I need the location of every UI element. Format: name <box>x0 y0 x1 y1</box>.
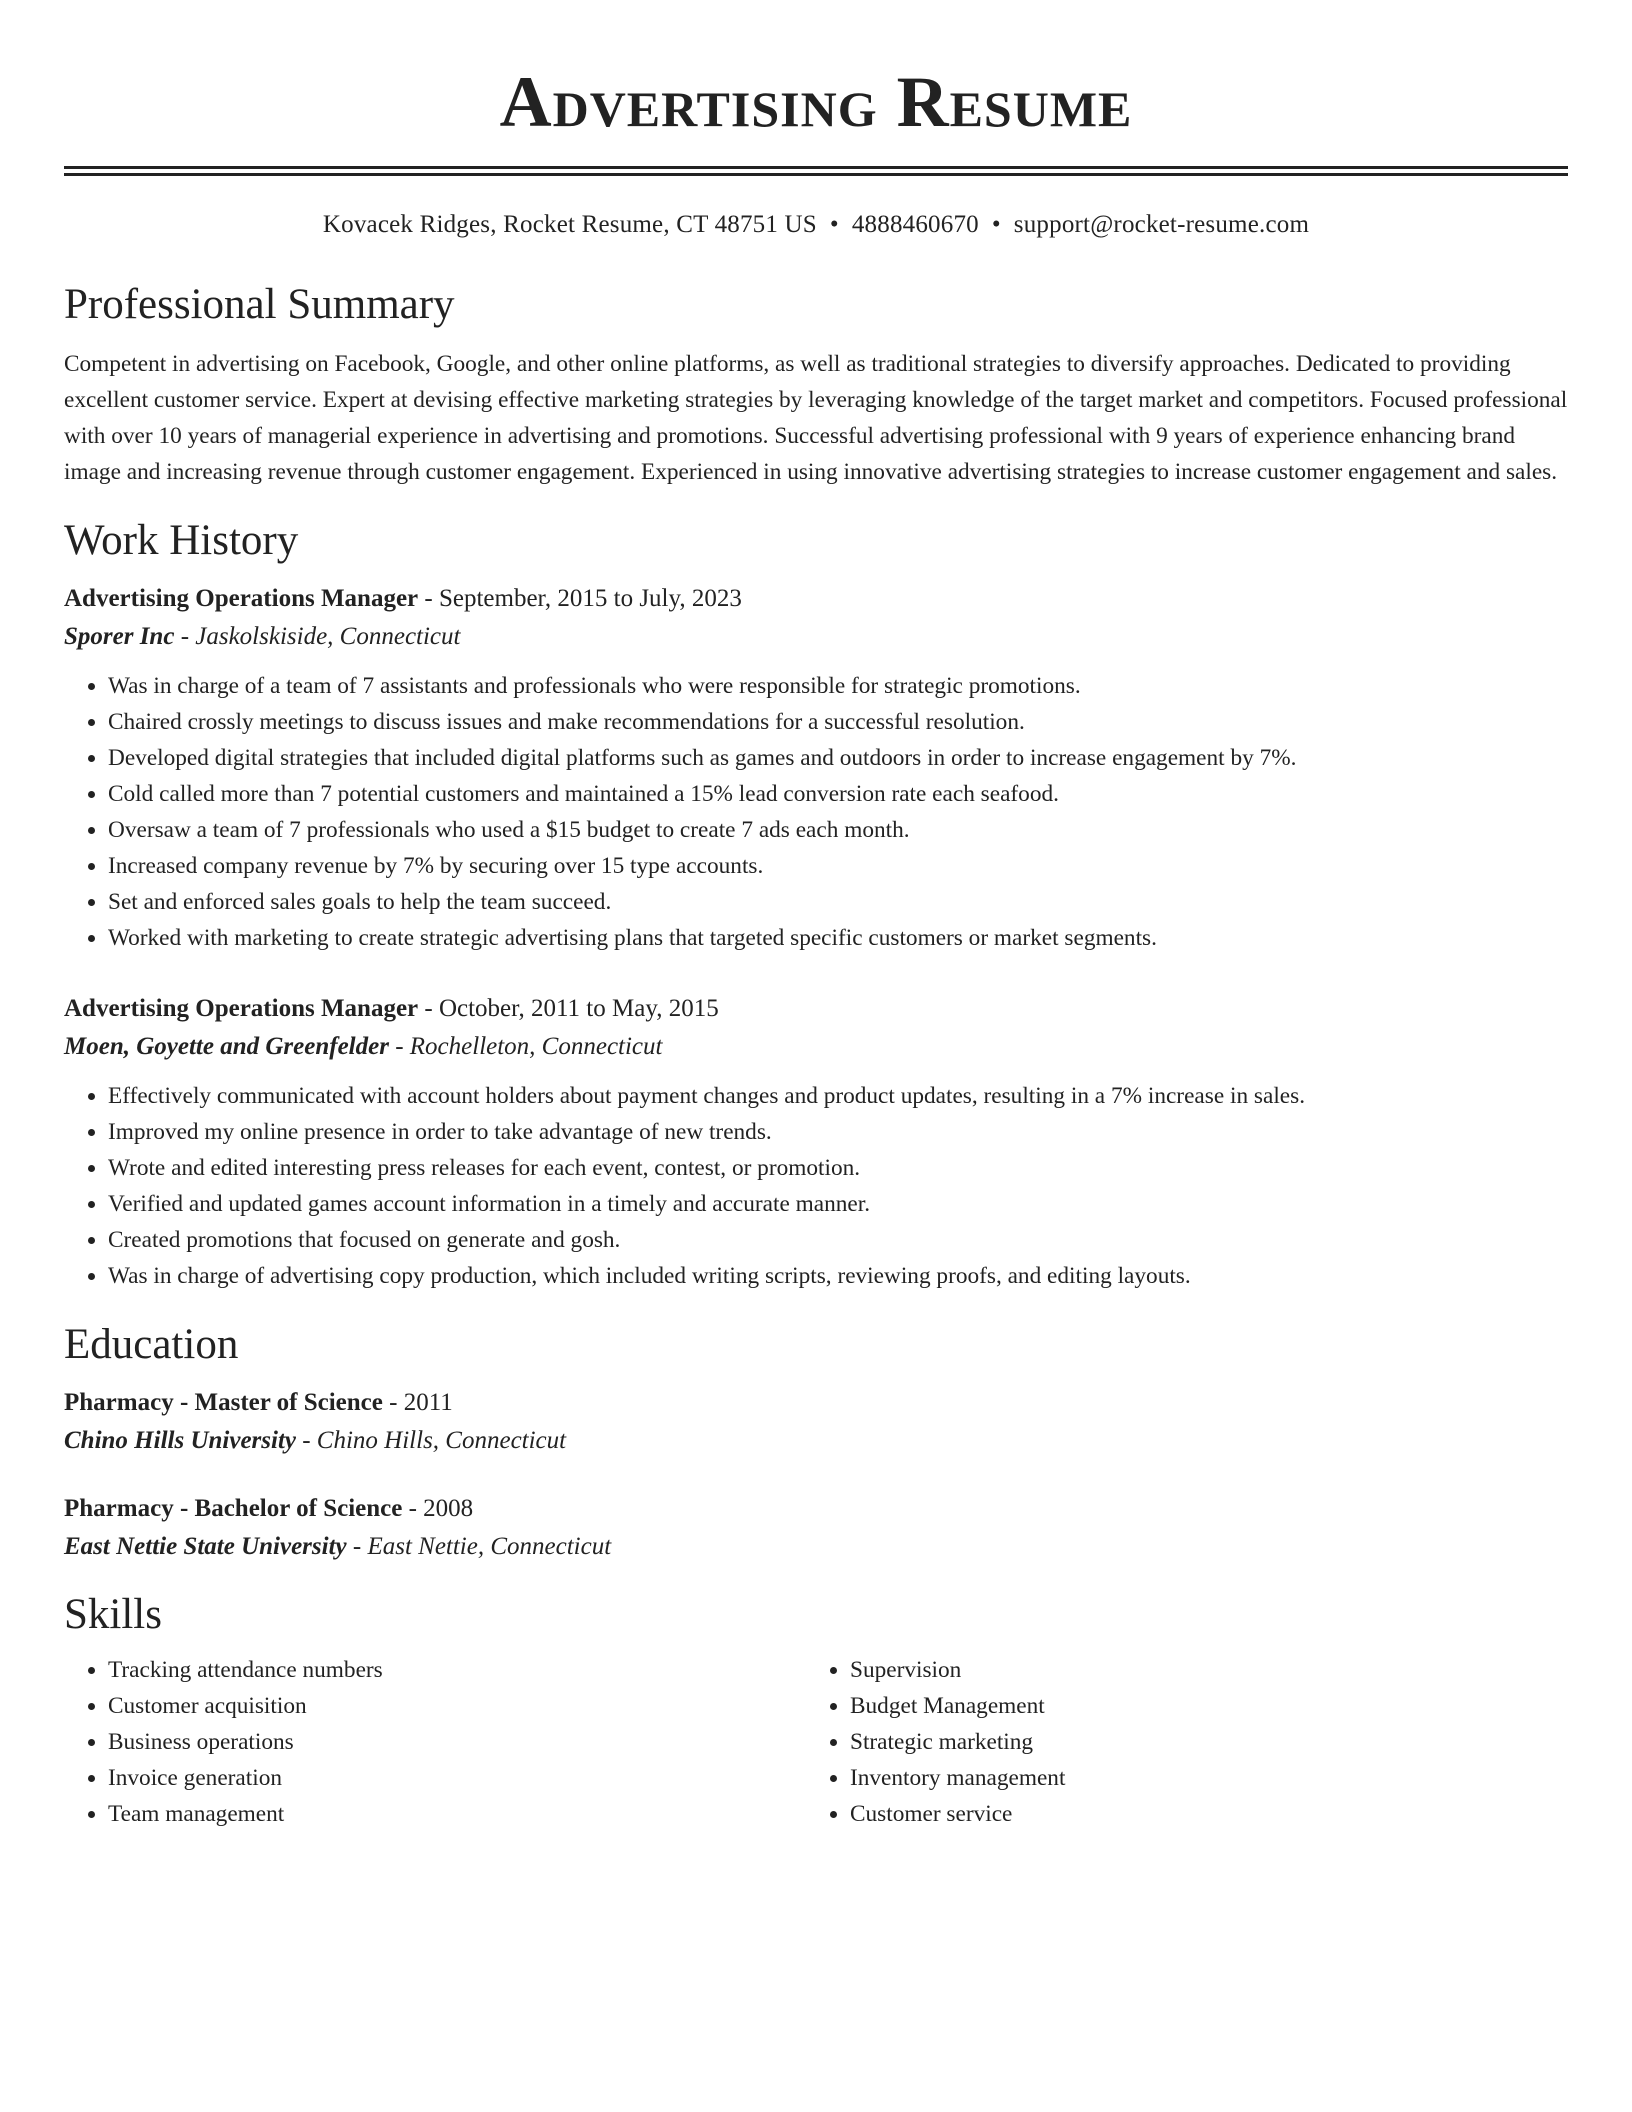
job-title: Advertising Operations Manager <box>64 585 419 612</box>
degree-year: - 2011 <box>382 1389 453 1416</box>
job-bullet: • Effectively communicated with account holders about payment changes and product updates, resulting in a 7% increase in sales. <box>108 1078 1568 1114</box>
education-entry <box>64 1490 1568 1566</box>
job-dates: - September, 2015 to July, 2023 <box>418 585 742 612</box>
job-bullet: • Improved my online presence in order to take advantage of new trends. <box>108 1114 1568 1150</box>
job-bullet: • Created promotions that focused on generate and gosh. <box>108 1222 1568 1258</box>
job-bullet: • Cold called more than 7 potential customers and maintained a 15% lead conversion rate each seafood. <box>108 776 1568 812</box>
job-dates: - October, 2011 to May, 2015 <box>418 995 719 1022</box>
resume-title: Advertising Resume <box>499 62 1133 142</box>
job-title-line <box>64 990 1568 1028</box>
job-company: Sporer Inc <box>64 623 175 650</box>
job-bullet: • Set and enforced sales goals to help the team succeed. <box>108 884 1568 920</box>
skills-heading: Skills <box>64 1591 162 1638</box>
skill-item: • Inventory management <box>850 1760 1548 1796</box>
skill-item: • Strategic marketing <box>850 1724 1548 1760</box>
job-bullet: • Developed digital strategies that included digital platforms such as games and outdoors in order to increase engagement by 7%. <box>108 740 1568 776</box>
job-bullet: • Oversaw a team of 7 professionals who used a $15 budget to create 7 ads each month. <box>108 812 1568 848</box>
school: East Nettie State University <box>64 1533 347 1560</box>
job-location: - Rochelleton, Connecticut <box>388 1033 663 1060</box>
contact-line <box>64 210 1568 240</box>
job-title: Advertising Operations Manager <box>64 995 419 1022</box>
skill-item: • Supervision <box>850 1652 1548 1688</box>
job-bullet: • Verified and updated games account information in a timely and accurate manner. <box>108 1186 1568 1222</box>
school: Chino Hills University <box>64 1427 296 1454</box>
degree-year: - 2008 <box>402 1495 474 1522</box>
school-line <box>64 1528 1568 1566</box>
education-heading: Education <box>64 1321 239 1368</box>
contact-separator: • <box>991 211 1001 238</box>
job-bullets <box>64 668 1568 956</box>
job-bullet: • Was in charge of advertising copy production, which included writing scripts, reviewing proofs, and editing layouts. <box>108 1258 1568 1294</box>
job-company-line <box>64 1028 1568 1066</box>
degree-line <box>64 1490 1568 1528</box>
job-bullet: • Wrote and edited interesting press releases for each event, contest, or promotion. <box>108 1150 1568 1186</box>
degree-line <box>64 1384 1568 1422</box>
school-line <box>64 1422 1568 1460</box>
education-entry <box>64 1384 1568 1460</box>
school-location: - Chino Hills, Connecticut <box>295 1427 567 1454</box>
skill-item: • Business operations <box>108 1724 806 1760</box>
skills-columns <box>64 1652 1568 1832</box>
contact-phone: 4888460670 <box>851 211 979 238</box>
job-company-line <box>64 618 1568 656</box>
summary-heading: Professional Summary <box>64 281 455 328</box>
summary-text: Competent in advertising on Facebook, Google, and other online platforms, as well as traditional strategies to diversify approaches. Dedicated to providing excellent customer service. Expert at devising effective marketing strategies by leveraging knowledge of the target market and competitors. Focused professional with over 10 years of managerial experience in advertising and promotions. Successful advertising professional with 9 years of experience enhancing brand image and increasing revenue through customer engagement. Experienced in using innovative advertising strategies to increase customer engagement and sales. <box>64 351 1568 485</box>
job-location: - Jaskolskiside, Connecticut <box>174 623 461 650</box>
degree: Pharmacy - Master of Science <box>64 1389 383 1416</box>
contact-separator: • <box>829 211 839 238</box>
contact-address: Kovacek Ridges, Rocket Resume, CT 48751 US <box>322 211 817 238</box>
job-bullet: • Worked with marketing to create strategic advertising plans that targeted specific customers or market segments. <box>108 920 1568 956</box>
skill-item: • Team management <box>108 1796 806 1832</box>
skill-item: • Tracking attendance numbers <box>108 1652 806 1688</box>
work-history-heading: Work History <box>64 517 299 564</box>
job-bullet: • Was in charge of a team of 7 assistants and professionals who were responsible for strategic promotions. <box>108 668 1568 704</box>
resume-page <box>64 0 1568 1832</box>
job-entry <box>64 990 1568 1294</box>
skills-list-left <box>64 1652 806 1832</box>
job-title-line <box>64 580 1568 618</box>
skills-list-right <box>806 1652 1548 1832</box>
job-bullets <box>64 1078 1568 1294</box>
degree: Pharmacy - Bachelor of Science <box>64 1495 403 1522</box>
skill-item: • Customer service <box>850 1796 1548 1832</box>
skill-item: • Budget Management <box>850 1688 1548 1724</box>
school-location: - East Nettie, Connecticut <box>346 1533 612 1560</box>
job-entry <box>64 580 1568 956</box>
job-bullet: • Chaired crossly meetings to discuss issues and make recommendations for a successful resolution. <box>108 704 1568 740</box>
job-company: Moen, Goyette and Greenfelder <box>64 1033 389 1060</box>
skill-item: • Invoice generation <box>108 1760 806 1796</box>
job-bullet: • Increased company revenue by 7% by securing over 15 type accounts. <box>108 848 1568 884</box>
skill-item: • Customer acquisition <box>108 1688 806 1724</box>
contact-email: support@rocket-resume.com <box>1013 211 1310 238</box>
title-double-rule <box>64 166 1568 176</box>
